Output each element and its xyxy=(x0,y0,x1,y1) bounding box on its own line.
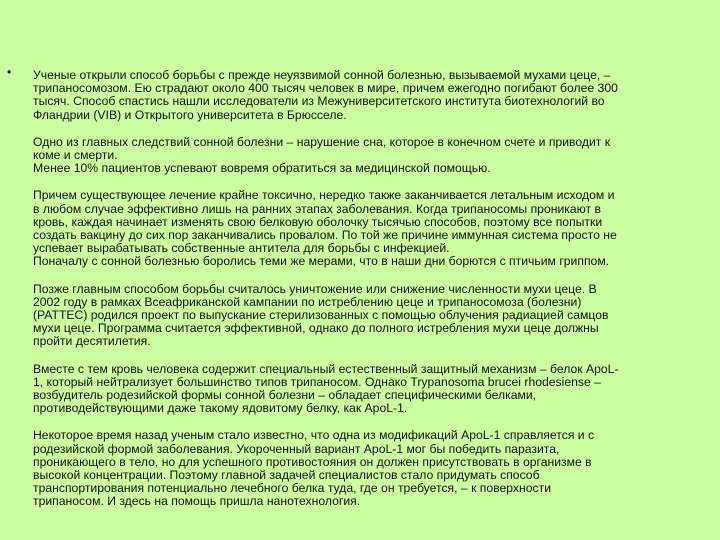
text-line: 1, который нейтрализует большинство типов трипаносом. Однако Trypanosoma brucei rhodesiense – xyxy=(33,374,601,389)
paragraph xyxy=(33,136,713,176)
paragraph xyxy=(33,283,713,349)
paragraph xyxy=(33,189,713,268)
text-line: Вместе с тем кровь человека содержит специальный естественный защитный механизм – белок ApoL- xyxy=(33,361,619,376)
text-line: Некоторое время назад ученым стало известно, что одна из модификаций ApoL-1 справляется и с xyxy=(33,428,595,443)
text-line: коме и смерти. xyxy=(33,148,118,163)
text-line: трипаносомозом. Ею страдают около 400 тысяч человек в мире, причем ежегодно погибают более 300 xyxy=(33,81,618,96)
text-line: Ученые открыли способ борьбы с прежде неуязвимой сонной болезнью, вызываемой мухами цеце, – xyxy=(33,68,611,82)
text-line: в любом случае эффективно лишь на ранних этапах заболевания. Когда трипаносомы проникают в xyxy=(33,201,601,216)
text-line: кровь, каждая начинает изменять свою белковую оболочку тысячью способов, поэтому все попытки xyxy=(33,214,603,229)
text-line: возбудитель родезийской формы сонной болезни – обладает специфическими белками, xyxy=(33,388,537,403)
paragraph-list xyxy=(33,69,713,509)
text-line: транспортирования потенциально лечебного белка туда, где он требуется, – к поверхности xyxy=(33,481,552,496)
text-line: противодействующими даже такому ядовитому белку, как ApoL-1. xyxy=(33,401,408,416)
text-line: родезийской формой заболевания. Укороченный вариант ApoL-1 мог бы победить паразита, xyxy=(33,441,560,456)
text-line: Фландрии (VIB) и Открытого университета в Брюсселе. xyxy=(33,107,347,122)
text-line: трипаносом. И здесь на помощь пришла нанотехнология. xyxy=(33,494,361,509)
text-line: создать вакцину до сих пор заканчивались провалом. По той же причине иммунная система просто не xyxy=(33,228,617,243)
text-line: успевает вырабатывать собственные антитела для борьбы с инфекцией. xyxy=(33,241,450,256)
slide-body-text xyxy=(33,69,713,523)
paragraph xyxy=(33,69,713,122)
text-line: Причем существующее лечение крайне токсично, нередко также заканчивается летальным исходом и xyxy=(33,188,615,203)
paragraph xyxy=(33,429,713,508)
text-line: Поначалу с сонной болезнью боролись теми же мерами, что в наши дни борются с птичьим гриппом. xyxy=(33,254,610,269)
text-line: Позже главным способом борьбы считалось уничтожение или снижение численности мухи цеце. В xyxy=(33,281,597,296)
text-line: (PATTEC) родился проект по выпускание стерилизованных с помощью облучения радиацией самцов xyxy=(33,308,609,323)
text-line: мухи цеце. Программа считается эффективной, однако до полного истребления мухи цеце должны xyxy=(33,321,599,336)
text-line: Одно из главных следствий сонной болезни – нарушение сна, которое в конечном счете и приводит к xyxy=(33,134,611,149)
text-line: 2002 году в рамках Всеафриканской кампании по истреблению цеце и трипаносомоза (болезни) xyxy=(33,294,582,309)
text-line: Менее 10% пациентов успевают вовремя обратиться за медицинской помощью. xyxy=(33,161,491,176)
bullet-marker: • xyxy=(7,65,12,79)
text-line: высокой концентрации. Поэтому главной задачей специалистов стало придумать способ xyxy=(33,468,540,483)
text-line: проникающего в тело, но для успешного противостояния он должен присутствовать в организме в xyxy=(33,454,592,469)
paragraph xyxy=(33,363,713,416)
text-line: пройти десятилетия. xyxy=(33,334,151,349)
text-line: тысяч. Способ спастись нашли исследователи из Межуниверситетского института биотехнологий во xyxy=(33,94,605,109)
